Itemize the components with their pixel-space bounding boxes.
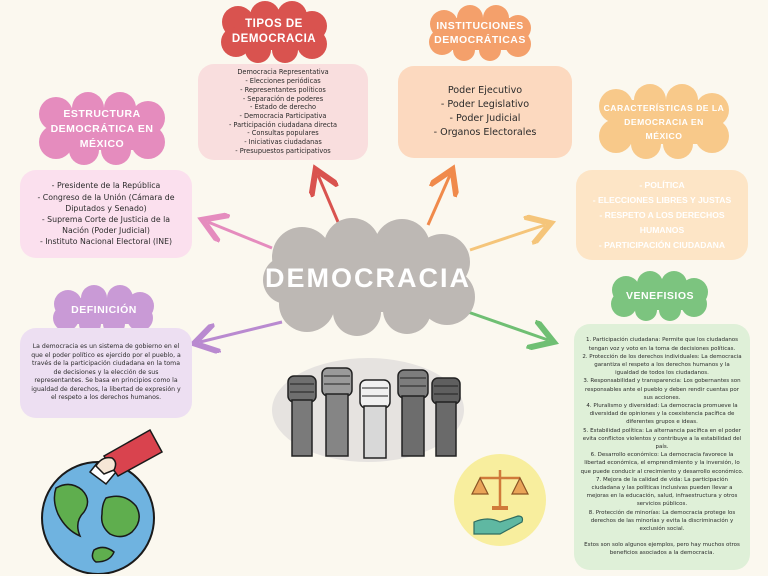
caracteristicas-box xyxy=(576,170,748,260)
definicion-line: el respeto a los derechos humanos. xyxy=(50,394,162,402)
arrow-to-beneficios xyxy=(468,312,548,340)
estructura-title-line3: MÉXICO xyxy=(79,137,125,150)
beneficios-line: 3. Responsabilidad y transparencia: Los gobernantes son xyxy=(583,378,741,385)
estructura-title-line1: ESTRUCTURA xyxy=(63,107,141,120)
definicion-line: La democracia es un sistema de gobierno en el xyxy=(32,342,180,350)
ballot-globe-illustration xyxy=(36,428,166,574)
caracteristicas-item: - POLÍTICA xyxy=(639,179,685,190)
beneficios-line: ciudadana y las políticas inclusivas pueden llevar a xyxy=(591,485,733,492)
tipos-item: - Consultas populares xyxy=(247,129,319,138)
beneficios-line: responsables ante el pueblo y deben rendir cuentas por xyxy=(585,386,739,393)
tipos-item: - Presupuestos participativos xyxy=(235,146,331,155)
tipos-item: - Elecciones periódicas xyxy=(245,77,321,86)
estructura-item: Nación (Poder Judicial) xyxy=(62,226,150,236)
caracteristicas-title-line2: DEMOCRACIA EN xyxy=(624,117,704,127)
arrow-to-instituciones xyxy=(428,175,450,225)
definicion-box xyxy=(20,328,192,418)
beneficios-line: país. xyxy=(655,444,669,450)
beneficios-line: beneficios asociados a la democracia. xyxy=(609,550,715,557)
arrow-to-caracteristicas xyxy=(470,225,545,250)
beneficios-line: diversidad de opiniones y la coexistencia pacífica de xyxy=(589,411,735,418)
instituciones-box xyxy=(398,66,572,158)
tipos-item: - Iniciativas ciudadanas xyxy=(244,138,322,147)
instituciones-item: Poder Ejecutivo xyxy=(447,85,523,96)
tipos-item: - Representantes políticos xyxy=(240,85,326,94)
caracteristicas-item: - RESPETO A LOS DERECHOS xyxy=(599,209,725,220)
beneficios-line: 4. Pluralismo y diversidad: La democracia promueve la xyxy=(586,402,738,409)
tipos-title-line1: TIPOS DE xyxy=(245,18,303,30)
tipos-title-line2: DEMOCRACIA xyxy=(231,33,317,45)
tipos-item: - Democracia Participativa xyxy=(239,112,327,120)
beneficios-line: que puede conducir al crecimiento y desarrollo económico. xyxy=(580,468,744,475)
beneficios-line: 5. Estabilidad política: La alternancia pacífica en el poder xyxy=(583,427,741,434)
instituciones-item: - Poder Judicial xyxy=(449,113,521,124)
instituciones-item: - Organos Electorales xyxy=(433,127,537,138)
justice-scale-icon xyxy=(452,452,548,548)
beneficios-title: VENEFISIOS xyxy=(625,290,694,302)
beneficios-line: igualdad de todos los ciudadanos. xyxy=(615,370,709,377)
definicion-cloud xyxy=(52,286,156,334)
beneficios-line: 1. Participación ciudadana: Permite que los ciudadanos xyxy=(585,337,739,344)
tipos-box xyxy=(198,64,368,160)
beneficios-line: tengan voz y voto en la toma de decisiones políticas. xyxy=(588,345,736,352)
estructura-box xyxy=(20,170,192,258)
caracteristicas-cloud xyxy=(598,84,730,160)
tipos-item: - Participación ciudadana directa xyxy=(228,120,338,129)
estructura-item: Diputados y Senado) xyxy=(65,203,147,213)
caracteristicas-title-line1: CARACTERÍSTICAS DE LA xyxy=(603,103,725,113)
beneficios-cloud xyxy=(610,272,710,320)
beneficios-box xyxy=(574,324,750,570)
estructura-item: - Instituto Nacional Electoral (INE) xyxy=(39,237,173,247)
arrow-to-tipos xyxy=(318,175,338,222)
estructura-title-line2: DEMOCRÁTICA EN xyxy=(50,122,154,135)
beneficios-line: derechos de las minorías y evita la discriminación y xyxy=(590,517,734,524)
beneficios-line: servicios públicos. xyxy=(636,501,688,508)
beneficios-line: garantiza el respeto a los derechos humanos y la xyxy=(594,361,730,368)
center-cloud xyxy=(262,222,474,334)
beneficios-line: 8. Protección de minorías: La democracia protege los xyxy=(588,509,736,516)
beneficios-line: 2. Protección de los derechos individuales: La democracia xyxy=(582,353,742,360)
tipos-item: - Separación de poderes xyxy=(242,94,324,103)
fists-illustration xyxy=(268,338,468,468)
tipos-item: Democracia Representativa xyxy=(237,68,329,77)
definicion-title: DEFINICIÓN xyxy=(71,304,137,316)
definicion-line: través de la participación ciudadana en la toma xyxy=(31,360,180,368)
instituciones-title-line2: DEMOCRÁTICAS xyxy=(434,34,526,46)
definicion-line: representantes. Se basa en principios como la xyxy=(34,377,178,385)
instituciones-item: - Poder Legislativo xyxy=(440,99,530,110)
estructura-item: - Presidente de la República xyxy=(51,181,161,191)
beneficios-line: 6. Desarrollo económico: La democracia favorece la xyxy=(590,452,734,459)
estructura-item: - Suprema Corte de Justicia de la xyxy=(41,215,171,224)
beneficios-line: mejoras en la educación, salud, infraestructura y otros xyxy=(586,493,738,500)
beneficios-line: Estos son solo algunos ejemplos, pero hay muchos otros xyxy=(584,542,740,549)
estructura-cloud xyxy=(38,92,166,166)
beneficios-line: libertad económica, el emprendimiento y la inversión, lo xyxy=(584,460,740,467)
definicion-line: de decisiones y la elección de sus xyxy=(53,368,159,376)
caracteristicas-title-line3: MÉXICO xyxy=(645,131,683,141)
caracteristicas-item: HUMANOS xyxy=(639,224,685,235)
beneficios-line: diferentes grupos e ideas. xyxy=(626,419,698,426)
tipos-item: - Estado de derecho xyxy=(249,103,317,112)
caracteristicas-item: - PARTICIPACIÓN CIUDADANA xyxy=(598,239,726,250)
tipos-cloud xyxy=(220,2,328,62)
beneficios-line: exclusión social. xyxy=(639,526,685,533)
instituciones-cloud xyxy=(428,6,532,60)
beneficios-line: 7. Mejora de la calidad de vida: La participación xyxy=(596,476,728,483)
caracteristicas-item: - ELECCIONES LIBRES Y JUSTAS xyxy=(592,194,732,205)
estructura-item: - Congreso de la Unión (Cámara de xyxy=(37,192,175,202)
instituciones-title-line1: INSTITUCIONES xyxy=(436,20,524,32)
definicion-line: igualdad de derechos, la libertad de expresión y xyxy=(31,385,181,393)
definicion-line: que el poder político es ejercido por el pueblo, a xyxy=(31,351,181,359)
center-title: DEMOCRACIA xyxy=(265,262,471,293)
beneficios-line: evita conflictos violentos y contribuye a la estabilidad del xyxy=(582,435,742,442)
beneficios-line: sus acciones. xyxy=(643,394,681,401)
